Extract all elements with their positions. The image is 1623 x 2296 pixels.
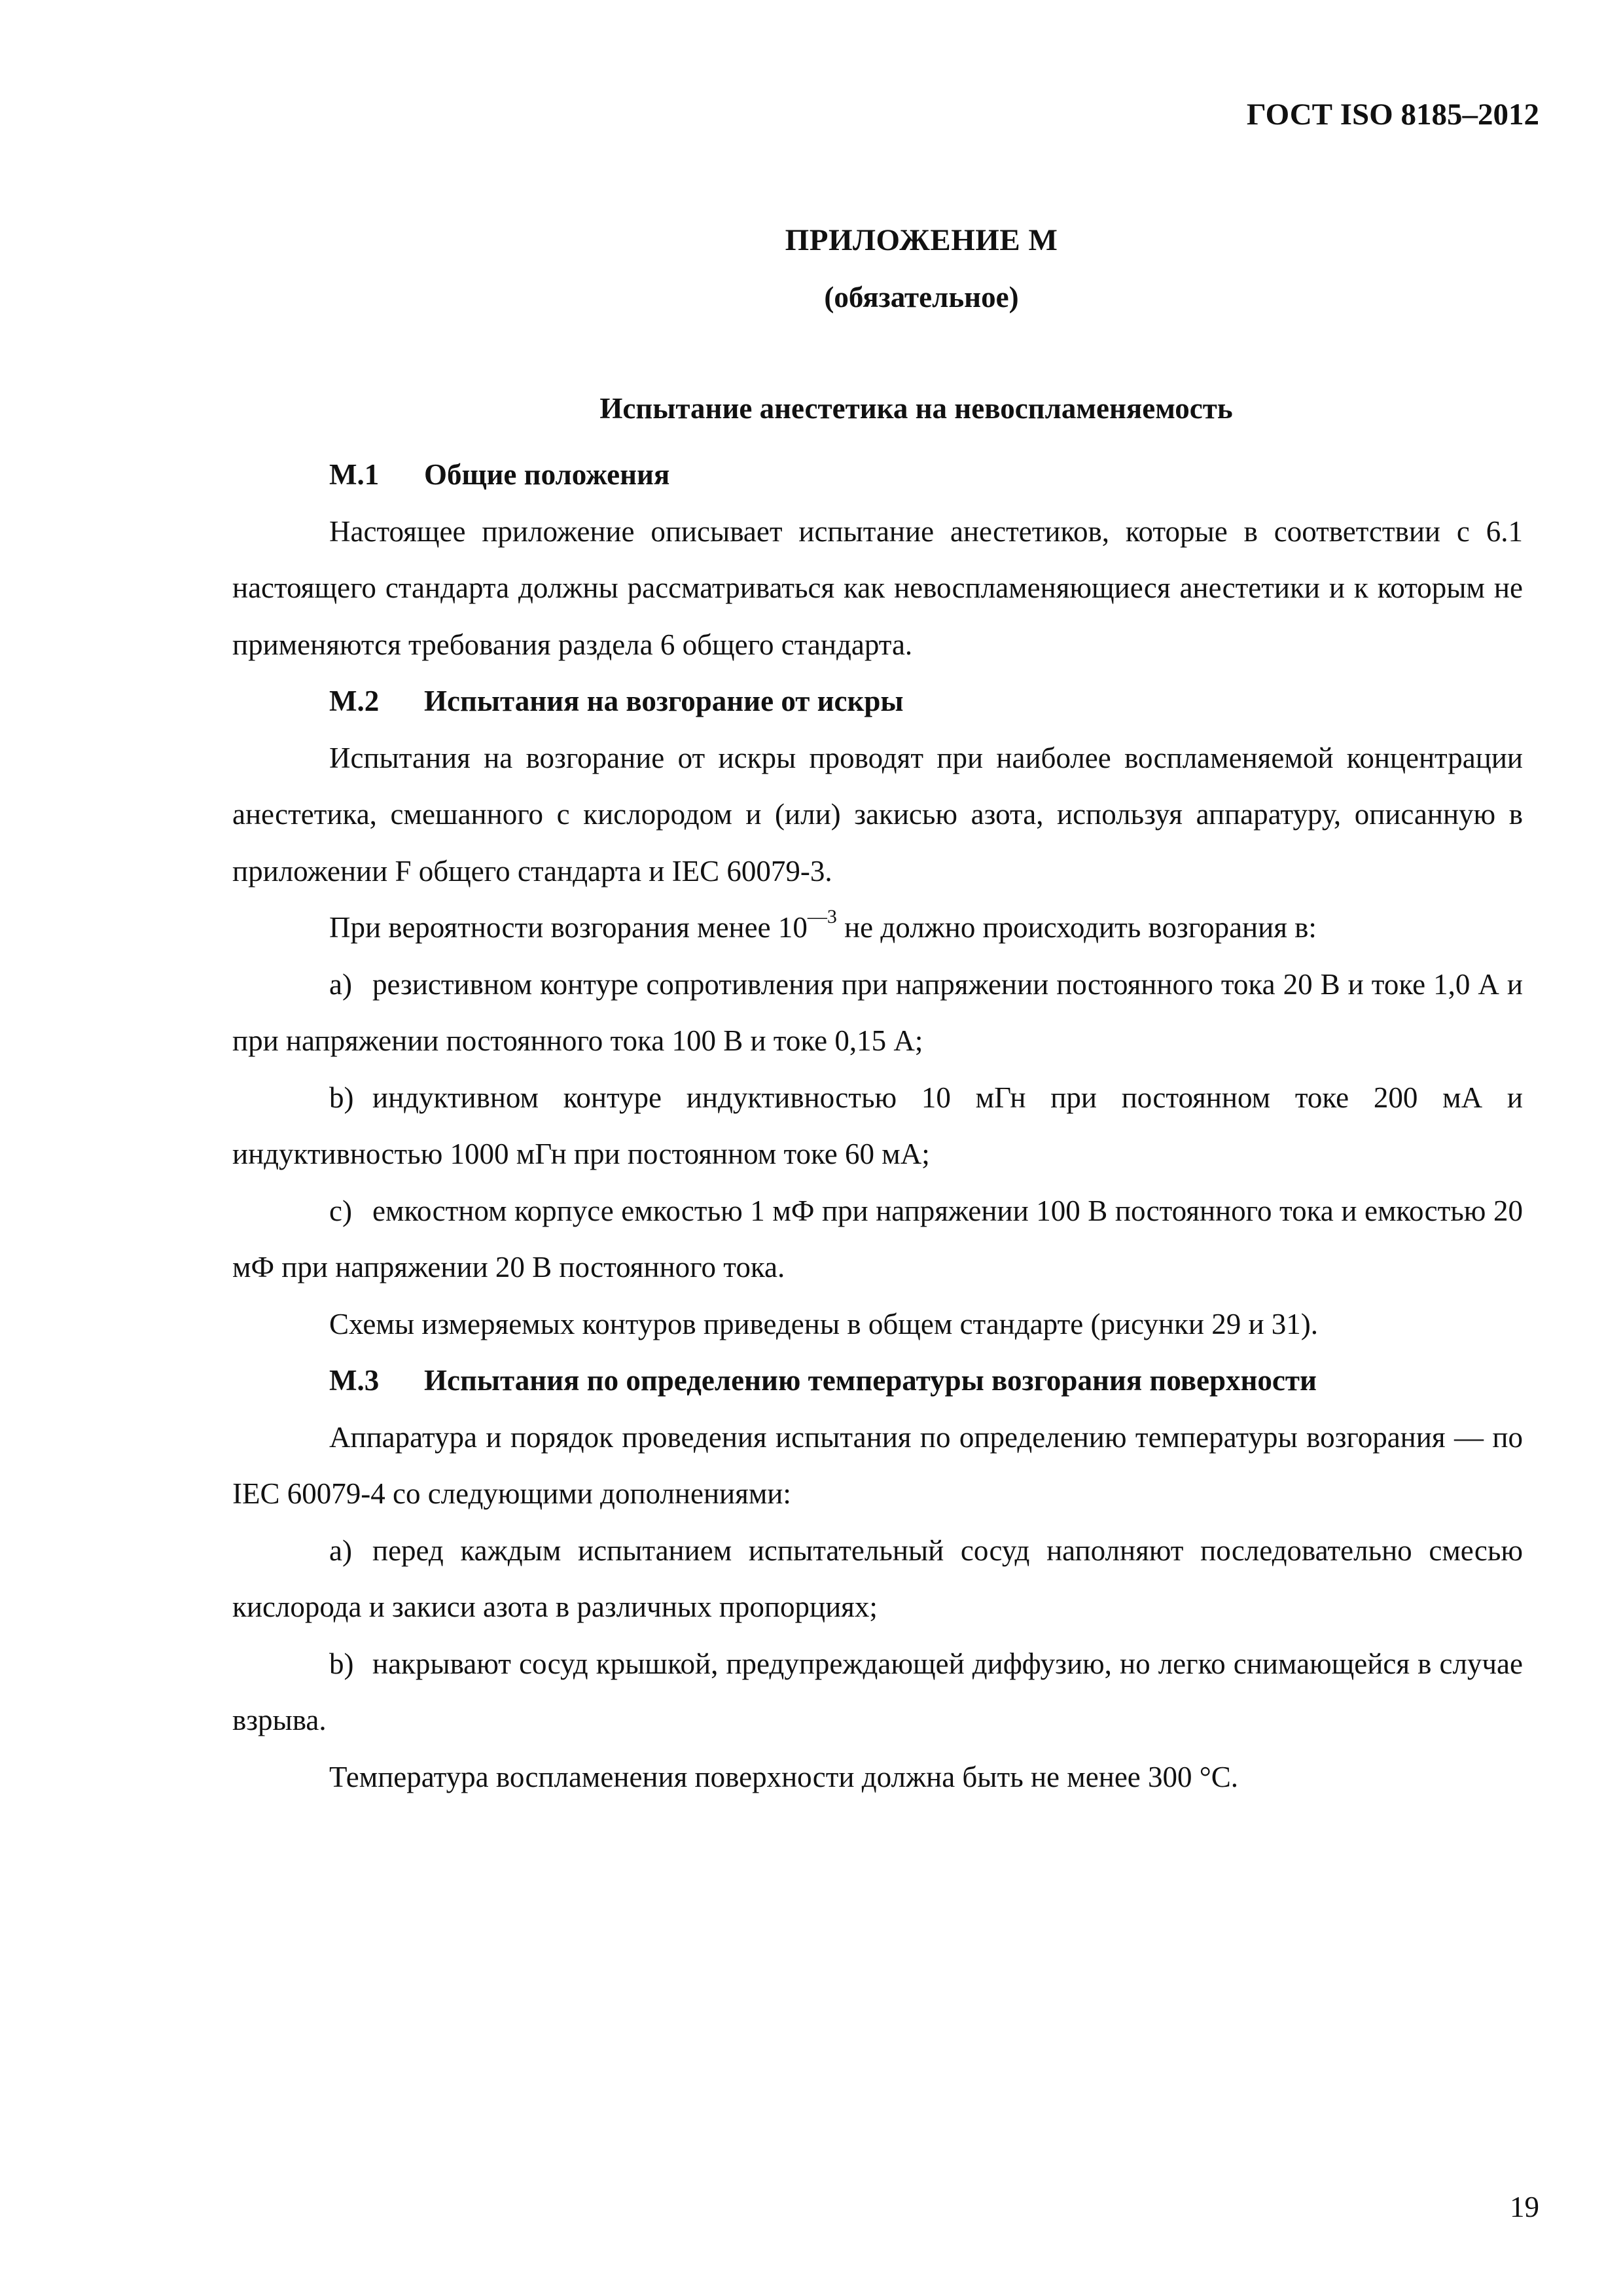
list-item-text: перед каждым испытанием испытательный сосуд наполняют последовательно смесью кислорода и закиси азота в различных пропорциях;	[232, 1534, 1523, 1623]
section-number: М.3	[329, 1364, 380, 1397]
list-item-text: резистивном контуре сопротивления при напряжении постоянного тока 20 В и токе 1,0 А и при напряжении постоянного тока 100 В и токе 0,15 А;	[232, 967, 1523, 1057]
section-title: Испытания на возгорание от искры	[424, 685, 904, 717]
appendix-title: ПРИЛОЖЕНИЕ М	[785, 223, 1058, 257]
list-item	[232, 1069, 1523, 1183]
section-heading-m3	[232, 1352, 1523, 1409]
paragraph: Аппаратура и порядок проведения испытания по определению температуры возгорания — по IEC 60079-4 со следующими дополнениями:	[232, 1420, 1523, 1510]
list-item	[232, 956, 1523, 1069]
appendix-main-title: Испытание анестетика на невоспламеняемость	[599, 392, 1233, 425]
list-item-label: b)	[329, 1081, 354, 1114]
list-item-label: c)	[329, 1194, 352, 1227]
list-item	[232, 1522, 1523, 1636]
list-item-text: емкостном корпусе емкостью 1 мФ при напряжении 100 В постоянного тока и емкостью 20 мФ при напряжении 20 В постоянного тока.	[232, 1194, 1523, 1283]
paragraph: Температура воспламенения поверхности должна быть не менее 300 °С.	[329, 1760, 1239, 1793]
section-number: М.2	[329, 685, 380, 717]
text: не должно происходить возгорания в:	[836, 911, 1317, 944]
document-body	[232, 446, 1523, 1805]
list-item	[232, 1183, 1523, 1296]
appendix-status: (обязательное)	[824, 281, 1019, 314]
list-item-label: b)	[329, 1647, 354, 1680]
paragraph: Настоящее приложение описывает испытание анестетиков, которые в соответствии с 6.1 настоящего стандарта должны рассматриваться как невоспламеняющиеся анестетики и к которым не применяются требования раздела 6 общего стандарта.	[232, 514, 1523, 661]
list-item-text: накрывают сосуд крышкой, предупреждающей диффузию, но легко снимающейся в случае взрыва.	[232, 1647, 1523, 1736]
section-heading-m2	[232, 673, 1523, 730]
list-item	[232, 1636, 1523, 1749]
paragraph: Схемы измеряемых контуров приведены в общем стандарте (рисунки 29 и 31).	[329, 1307, 1319, 1340]
page-number: 19	[1510, 2191, 1539, 2223]
document-standard-header: ГОСТ ISO 8185–2012	[1246, 98, 1539, 132]
list-item-text: индуктивном контуре индуктивностью 10 мГн при постоянном токе 200 мА и индуктивностью 1000 мГн при постоянном токе 60 мА;	[232, 1081, 1523, 1170]
list-item-label: a)	[329, 1534, 352, 1567]
section-title: Общие положения	[424, 458, 670, 491]
paragraph-probability	[232, 899, 1523, 956]
text: При вероятности возгорания менее 10	[329, 911, 808, 944]
list-item-label: a)	[329, 967, 352, 1001]
section-title: Испытания по определению температуры возгорания поверхности	[424, 1364, 1317, 1397]
section-number: М.1	[329, 458, 380, 491]
exponent: —3	[807, 906, 837, 927]
paragraph: Испытания на возгорание от искры проводят при наиболее воспламеняемой концентрации анестетика, смешанного с кислородом и (или) закисью азота, используя аппаратуру, описанную в приложении F общего стандарта и IEC 60079-3.	[232, 741, 1523, 888]
section-heading-m1	[232, 446, 1523, 503]
